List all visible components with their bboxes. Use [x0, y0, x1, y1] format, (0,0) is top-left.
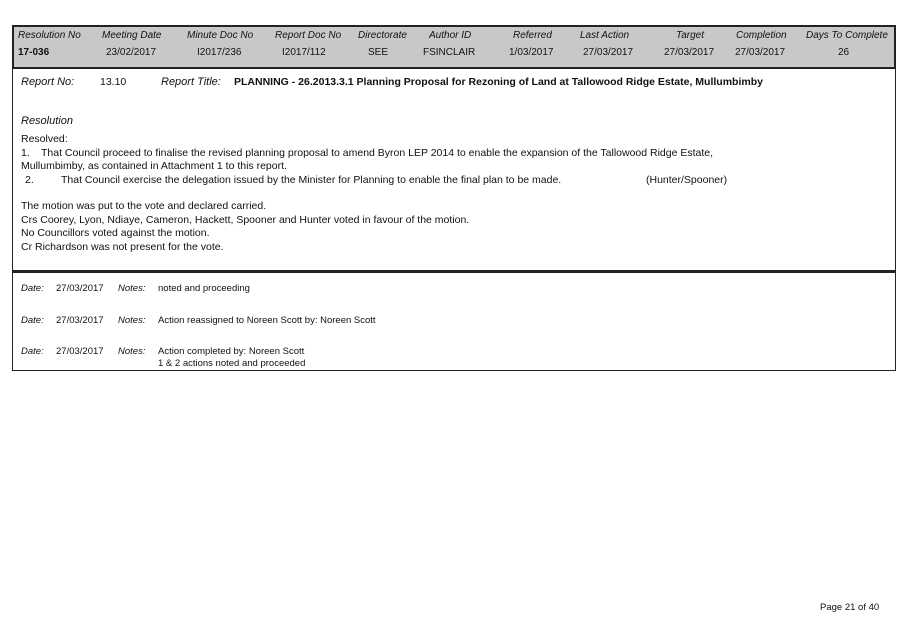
minute-doc-no-value: I2017/236 [197, 47, 242, 58]
resolution-no-label: Resolution No [18, 30, 81, 41]
item-1-continuation: Mullumbimby, as contained in Attachment 1 to this report. [21, 160, 287, 172]
vote-line: No Councillors voted against the motion. [21, 227, 210, 239]
days-to-complete-label: Days To Complete [806, 30, 888, 41]
last-action-value: 27/03/2017 [583, 47, 634, 58]
report-doc-no-label: Report Doc No [275, 30, 342, 41]
meeting-date-label: Meeting Date [102, 30, 162, 41]
action-notes-line-1: Action completed by: Noreen Scott [158, 346, 305, 357]
notes-label: Notes: [118, 315, 146, 326]
action-date: 27/03/2017 [56, 283, 104, 294]
action-notes: noted and proceeding [158, 283, 250, 294]
report-section [12, 69, 896, 271]
referred-label: Referred [513, 30, 552, 41]
page-number: Page 21 of 40 [820, 602, 880, 613]
date-label: Date: [21, 283, 44, 294]
target-label: Target [676, 30, 704, 41]
resolution-no-value: 17-036 [18, 47, 50, 58]
author-id-value: FSINCLAIR [423, 47, 476, 58]
notes-label: Notes: [118, 283, 146, 294]
action-notes-line-2: 1 & 2 actions noted and proceeded [158, 358, 306, 369]
report-title: PLANNING - 26.2013.3.1 Planning Proposal for Rezoning of Land at Tallowood Ridge Estate, Mullumbimby [234, 76, 763, 88]
resolution-body [21, 133, 881, 254]
report-no-label: Report No: [21, 76, 75, 88]
date-label: Date: [21, 315, 44, 326]
meeting-date-value: 23/02/2017 [106, 47, 157, 58]
resolution-item-1 [21, 147, 881, 161]
action-notes: Action reassigned to Noreen Scott by: Noreen Scott [158, 315, 376, 326]
directorate-value: SEE [368, 47, 389, 58]
days-to-complete-value: 26 [838, 47, 850, 58]
action-date: 27/03/2017 [56, 346, 104, 357]
report-no-value: 13.10 [100, 76, 127, 88]
resolved-label: Resolved: [21, 133, 68, 145]
header-bar [12, 25, 896, 69]
author-id-label: Author ID [429, 30, 472, 41]
target-value: 27/03/2017 [664, 47, 715, 58]
minute-doc-no-label: Minute Doc No [187, 30, 254, 41]
date-label: Date: [21, 346, 44, 357]
item-1-text: That Council proceed to finalise the revised planning proposal to amend Byron LEP 2014 to enable the expansion of the Tallowood Ridge Estate, [41, 146, 714, 159]
completion-value: 27/03/2017 [735, 47, 786, 58]
movers: (Hunter/Spooner) [646, 173, 728, 186]
vote-line: Cr Richardson was not present for the vote. [21, 240, 224, 253]
notes-label: Notes: [118, 346, 146, 357]
report-title-label: Report Title: [161, 76, 221, 88]
item-2-number: 2. [25, 173, 34, 186]
resolution-item-2 [21, 174, 881, 188]
item-1-number: 1. [21, 146, 30, 159]
resolution-heading: Resolution [21, 115, 73, 127]
last-action-label: Last Action [580, 30, 630, 41]
vote-line: Crs Coorey, Lyon, Ndiaye, Cameron, Hackett, Spooner and Hunter voted in favour of the motion. [21, 213, 470, 226]
action-notes-section [12, 271, 896, 371]
vote-line: The motion was put to the vote and declared carried. [21, 200, 267, 212]
report-doc-no-value: I2017/112 [282, 47, 326, 58]
directorate-label: Directorate [358, 30, 407, 41]
minute-record [12, 25, 896, 371]
completion-label: Completion [736, 30, 787, 41]
action-date: 27/03/2017 [56, 315, 104, 326]
action-notes [158, 346, 305, 370]
item-2-text: That Council exercise the delegation issued by the Minister for Planning to enable the final plan to be made. [61, 173, 562, 186]
referred-value: 1/03/2017 [509, 47, 554, 58]
